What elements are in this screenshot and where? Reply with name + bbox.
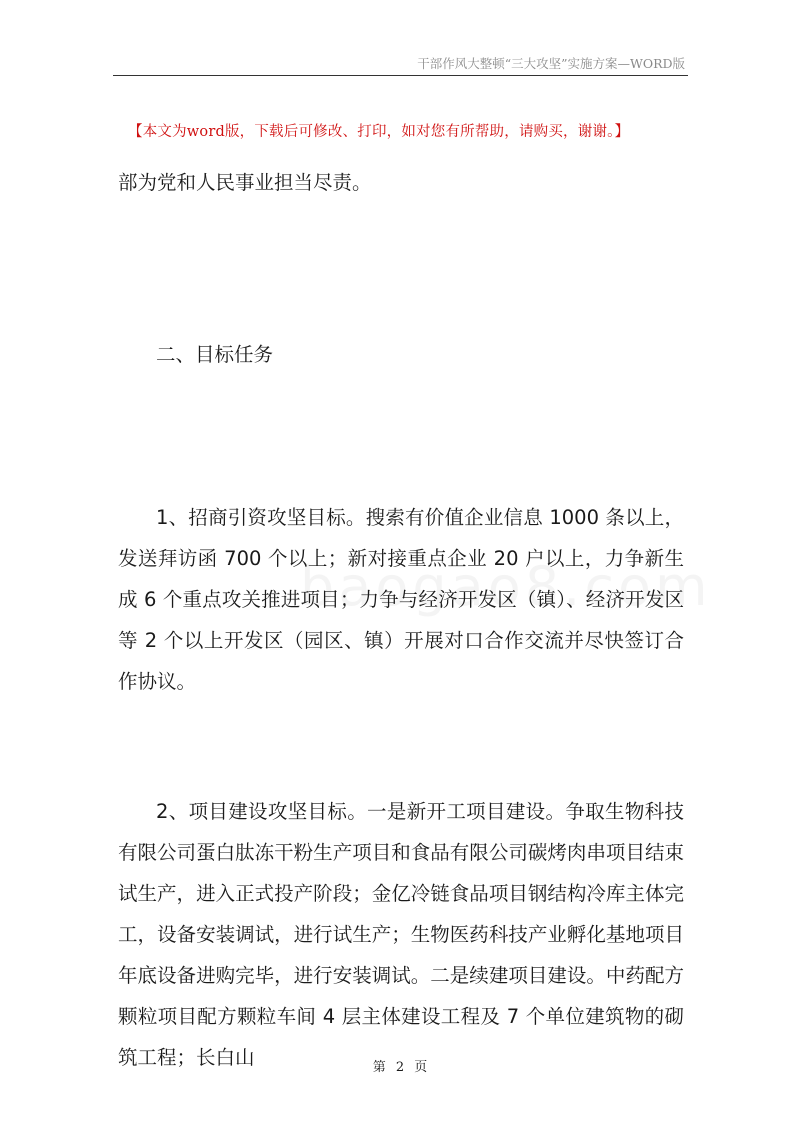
footer-prefix: 第 (372, 1060, 386, 1075)
header-divider (113, 75, 688, 76)
section-heading: 二、目标任务 (156, 343, 274, 366)
paragraph-project-goal: 2、项目建设攻坚目标。一是新开工项目建设。争取生物科技有限公司蛋白肽冻干粉生产项目和食品有限公司碳烤肉串项目结束试生产，进入正式投产阶段；金亿冷链食品项目钢结构冷库主体完工，设备安装调试，进行试生产；生物医药科技产业孵化基地项目年底设备进购完毕，进行安装调试。二是续建项目建设。中药配方颗粒项目配方颗粒车间 4 层主体建设工程及 7 个单位建筑物的砌筑工程；长白山 (118, 800, 684, 1069)
header-title: 干部作风大整顿“三大攻坚”实施方案—WORD版 (417, 56, 685, 71)
paragraph-investment-goal: 1、招商引资攻坚目标。搜索有价值企业信息 1000 条以上，发送拜访函 700 个以上；新对接重点企业 20 户以上，力争新生成 6 个重点攻关推进项目；力争与经济开发区（镇）、经济开发区等 2 个以上开发区（园区、镇）开展对口合作交流并尽快签订合作协议。 (118, 506, 684, 693)
page-number: 2 (395, 1060, 405, 1075)
paragraph-continuation: 部为党和人民事业担当尽责。 (118, 171, 372, 194)
page-footer (0, 1056, 800, 1075)
download-notice: 【本文为word版，下载后可修改、打印，如对您有所帮助，请购买，谢谢。】 (128, 124, 630, 140)
footer-suffix: 页 (414, 1060, 428, 1075)
